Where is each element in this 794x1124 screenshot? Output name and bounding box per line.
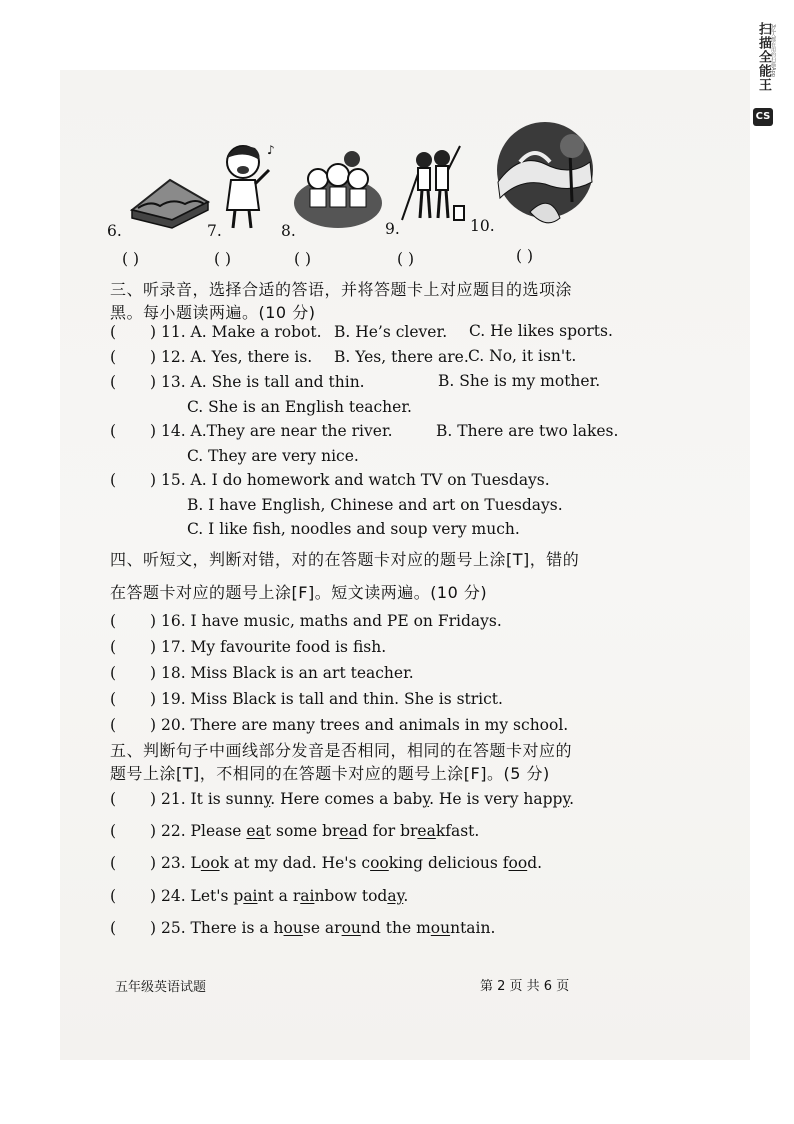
picture-answer-6[interactable]: ( ) (122, 250, 140, 268)
q15-answer-paren[interactable]: ( (110, 471, 117, 489)
footer-subject: 五年级英语试题 (115, 980, 207, 995)
scanner-badge (750, 14, 776, 122)
q21-sentence: ) 21. It is sunny. Here comes a baby. He is very happy. (150, 790, 575, 808)
section5-heading-line2: 题号上涂[T]，不相同的在答题卡对应的题号上涂[F]。(5 分) (110, 764, 550, 783)
section4-heading-line1: 四、听短文，判断对错，对的在答题卡对应的题号上涂[T]，错的 (110, 550, 580, 569)
q24-sentence: ) 24. Let's paint a rainbow today. (150, 887, 409, 905)
section5-heading-line1: 五、判断句子中画线部分发音是否相同，相同的在答题卡对应的 (110, 741, 573, 760)
picture-answer-8[interactable]: ( ) (294, 250, 312, 268)
q14-answer-paren[interactable]: ( (110, 422, 117, 440)
q25-sentence: ) 25. There is a house around the mountain. (150, 919, 496, 937)
q16-answer-paren[interactable]: ( (110, 612, 117, 630)
q11-option-a: ) 11. A. Make a robot. (150, 323, 322, 341)
q12-option-a: ) 12. A. Yes, there is. (150, 348, 313, 366)
scanner-logo-icon: CS (753, 108, 773, 126)
tree-bridge-icon (490, 122, 600, 236)
children-group-icon (292, 145, 384, 234)
picture-number-6: 6. (107, 222, 122, 240)
picture-answer-9[interactable]: ( ) (397, 250, 415, 268)
q13-option-b: B. She is my mother. (438, 372, 601, 390)
section3-heading-line1: 三、听录音，选择合适的答语，并将答题卡上对应题目的选项涂 (110, 280, 573, 299)
svg-text:♪: ♪ (267, 143, 275, 157)
q20-answer-paren[interactable]: ( (110, 716, 117, 734)
q16-statement: ) 16. I have music, maths and PE on Fridays. (150, 612, 502, 630)
q12-answer-paren[interactable]: ( (110, 348, 117, 366)
q14-option-a: ) 14. A.They are near the river. (150, 422, 393, 440)
picture-answer-10[interactable]: ( ) (516, 247, 534, 265)
q11-option-b: B. He’s clever. (334, 323, 448, 341)
q23-answer-paren[interactable]: ( (110, 854, 117, 872)
q12-option-b: B. Yes, there are. (334, 348, 469, 366)
q25-answer-paren[interactable]: ( (110, 919, 117, 937)
singing-boy-icon (215, 140, 280, 234)
q14-option-b: B. There are two lakes. (436, 422, 619, 440)
section4-heading-line2: 在答题卡对应的题号上涂[F]。短文读两遍。(10 分) (110, 583, 488, 602)
q17-statement: ) 17. My favourite food is fish. (150, 638, 387, 656)
q11-answer-paren[interactable]: ( (110, 323, 117, 341)
q24-answer-paren[interactable]: ( (110, 887, 117, 905)
q12-option-c: C. No, it isn't. (468, 347, 577, 365)
footer-page-number: 第 2 页 共 6 页 (480, 979, 570, 994)
q18-answer-paren[interactable]: ( (110, 664, 117, 682)
picture-number-10: 10. (470, 217, 495, 235)
q23-sentence: ) 23. Look at my dad. He's cooking delicious food. (150, 854, 543, 872)
q19-answer-paren[interactable]: ( (110, 690, 117, 708)
section3-heading-line2: 黑。每小题读两遍。(10 分) (110, 303, 316, 322)
sandwich-icon (130, 170, 210, 234)
q13-option-c: C. She is an English teacher. (187, 398, 412, 416)
q17-answer-paren[interactable]: ( (110, 638, 117, 656)
scanner-tagline: 3亿人都在用的扫描App (770, 24, 776, 77)
q18-statement: ) 18. Miss Black is an art teacher. (150, 664, 414, 682)
q11-option-c: C. He likes sports. (469, 322, 613, 340)
picture-number-8: 8. (281, 222, 296, 240)
q22-answer-paren[interactable]: ( (110, 822, 117, 840)
picture-number-7: 7. (207, 222, 222, 240)
q15-option-b: B. I have English, Chinese and art on Tuesdays. (187, 496, 563, 514)
q21-answer-paren[interactable]: ( (110, 790, 117, 808)
q15-option-a: ) 15. A. I do homework and watch TV on Tuesdays. (150, 471, 550, 489)
q19-statement: ) 19. Miss Black is tall and thin. She is strict. (150, 690, 503, 708)
sweeping-kids-icon (398, 140, 470, 234)
picture-number-9: 9. (385, 220, 400, 238)
q13-answer-paren[interactable]: ( (110, 373, 117, 391)
q14-option-c: C. They are very nice. (187, 447, 359, 465)
q15-option-c: C. I like fish, noodles and soup very much. (187, 520, 520, 538)
picture-answer-7[interactable]: ( ) (214, 250, 232, 268)
q13-option-a: ) 13. A. She is tall and thin. (150, 373, 365, 391)
q22-sentence: ) 22. Please eat some bread for breakfast. (150, 822, 480, 840)
q20-statement: ) 20. There are many trees and animals in my school. (150, 716, 569, 734)
scanner-app-name: 扫描全能王 (756, 22, 771, 92)
